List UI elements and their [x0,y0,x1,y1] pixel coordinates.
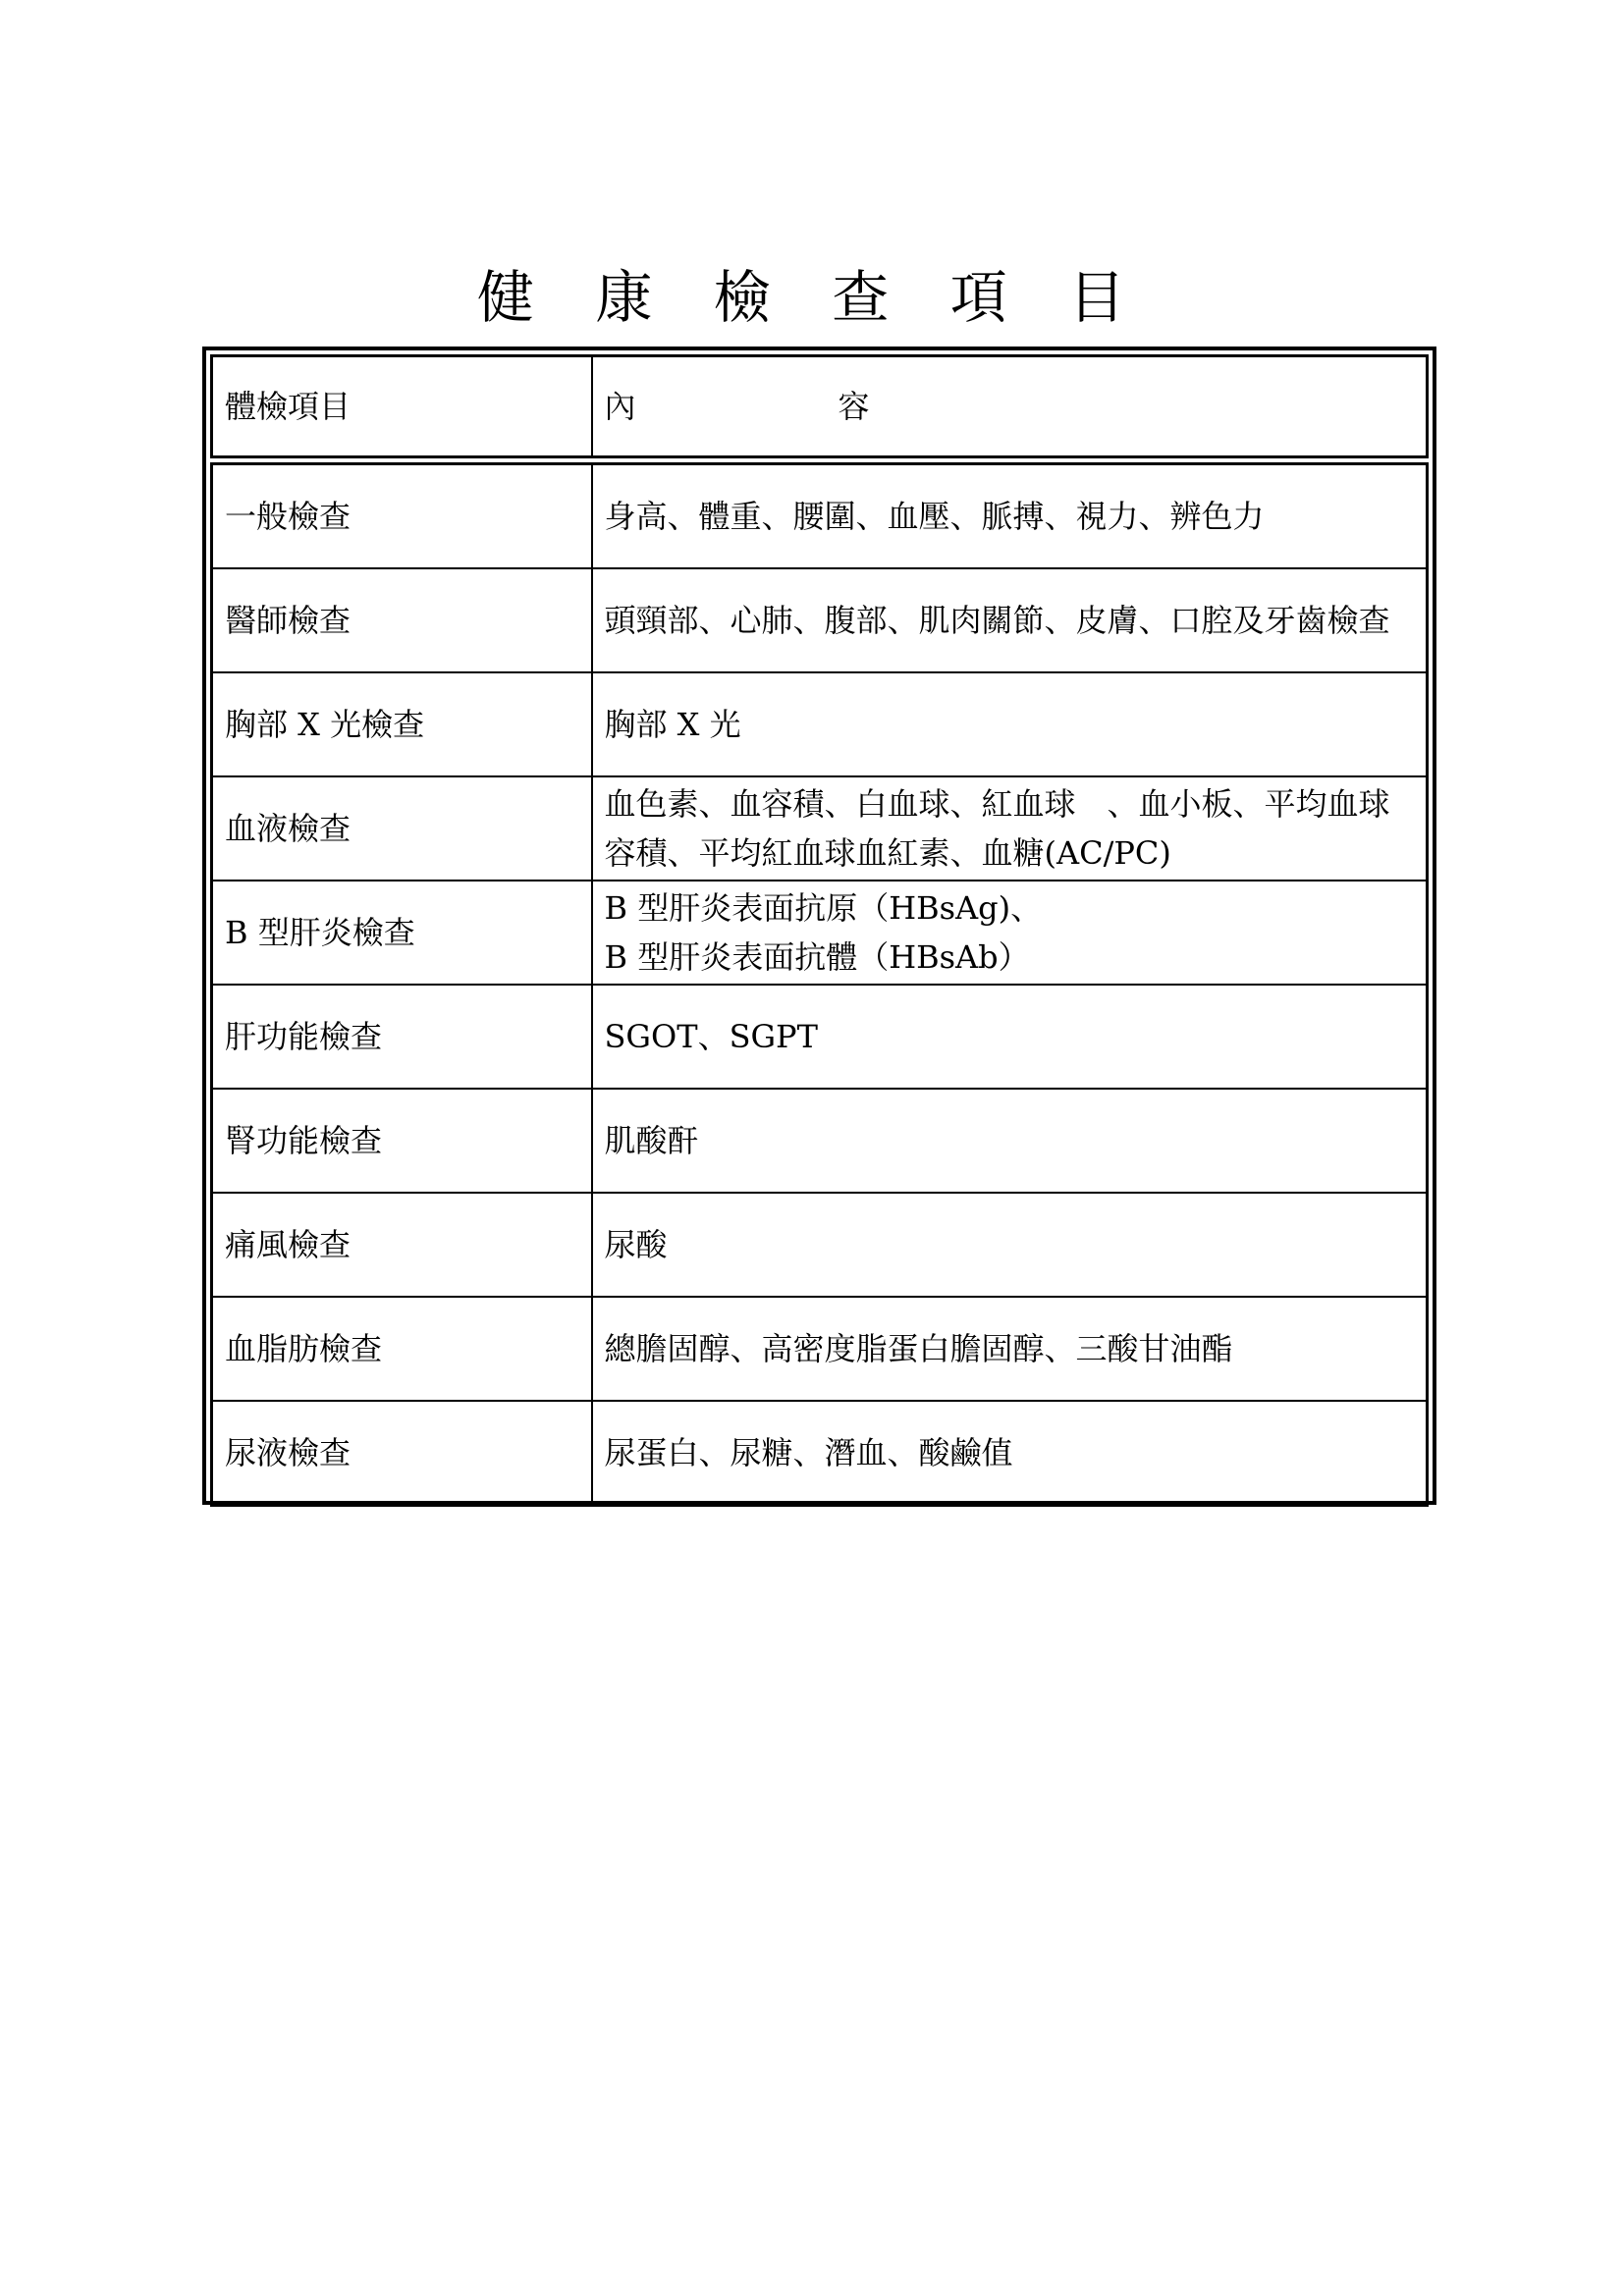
content-line: 尿酸 [604,1226,668,1263]
exam-item-cell: 一般檢查 [212,460,592,568]
exam-item-cell: 醫師檢查 [212,568,592,672]
table-row [212,985,1428,1089]
exam-content-cell [592,1193,1428,1297]
content-line: SGOT、SGPT [604,1018,818,1055]
content-line: 頭頸部、心肺、腹部、肌肉關節、皮膚、口腔及牙齒檢查 [604,602,1390,639]
exam-item-cell: 尿液檢查 [212,1401,592,1506]
table-row [212,460,1428,568]
content-line: 尿蛋白、尿糖、潛血、酸鹼值 [604,1434,1013,1471]
content-line: 容積、平均紅血球血紅素、血糖(AC/PC) [604,834,1171,872]
exam-item-cell: 血脂肪檢查 [212,1297,592,1401]
table-row [212,568,1428,672]
document-title: 健 康 檢 查 項 目 [476,264,1148,331]
content-line: B 型肝炎表面抗體（HBsAb） [604,938,1030,976]
exam-item-cell: 肝功能檢查 [212,985,592,1089]
exam-item-cell: B 型肝炎檢查 [212,881,592,985]
header-content-part2: 容 [838,388,870,425]
exam-content-cell [592,460,1428,568]
content-line: B 型肝炎表面抗原（HBsAg)、 [604,889,1043,927]
table-row [212,1297,1428,1401]
content-line: 血色素、血容積、白血球、紅血球 、血小板、平均血球 [604,785,1390,823]
exam-items-table [210,354,1429,1507]
exam-content-cell [592,1401,1428,1506]
table-row [212,1193,1428,1297]
exam-item-cell: 胸部 X 光檢查 [212,672,592,776]
exam-content-cell [592,1089,1428,1193]
header-content-part1: 內 [604,388,636,425]
exam-content-cell [592,776,1428,881]
content-line: 身高、體重、腰圍、血壓、脈搏、視力、辨色力 [604,498,1265,535]
table-row [212,1089,1428,1193]
exam-item-cell: 血液檢查 [212,776,592,881]
table-row [212,1401,1428,1506]
content-line: 總膽固醇、高密度脂蛋白膽固醇、三酸甘油酯 [604,1330,1233,1367]
table-row [212,776,1428,881]
content-line: 肌酸酐 [604,1122,699,1159]
table-row [212,881,1428,985]
exam-content-cell [592,985,1428,1089]
header-exam-item: 體檢項目 [212,356,592,461]
table-row [212,672,1428,776]
exam-items-table-frame [202,347,1436,1505]
exam-content-cell [592,881,1428,985]
table-header-row [212,356,1428,461]
header-content [592,356,1428,461]
exam-item-cell: 痛風檢查 [212,1193,592,1297]
exam-content-cell [592,568,1428,672]
exam-item-cell: 腎功能檢查 [212,1089,592,1193]
exam-content-cell [592,672,1428,776]
content-line: 胸部 X 光 [604,706,741,743]
exam-content-cell [592,1297,1428,1401]
